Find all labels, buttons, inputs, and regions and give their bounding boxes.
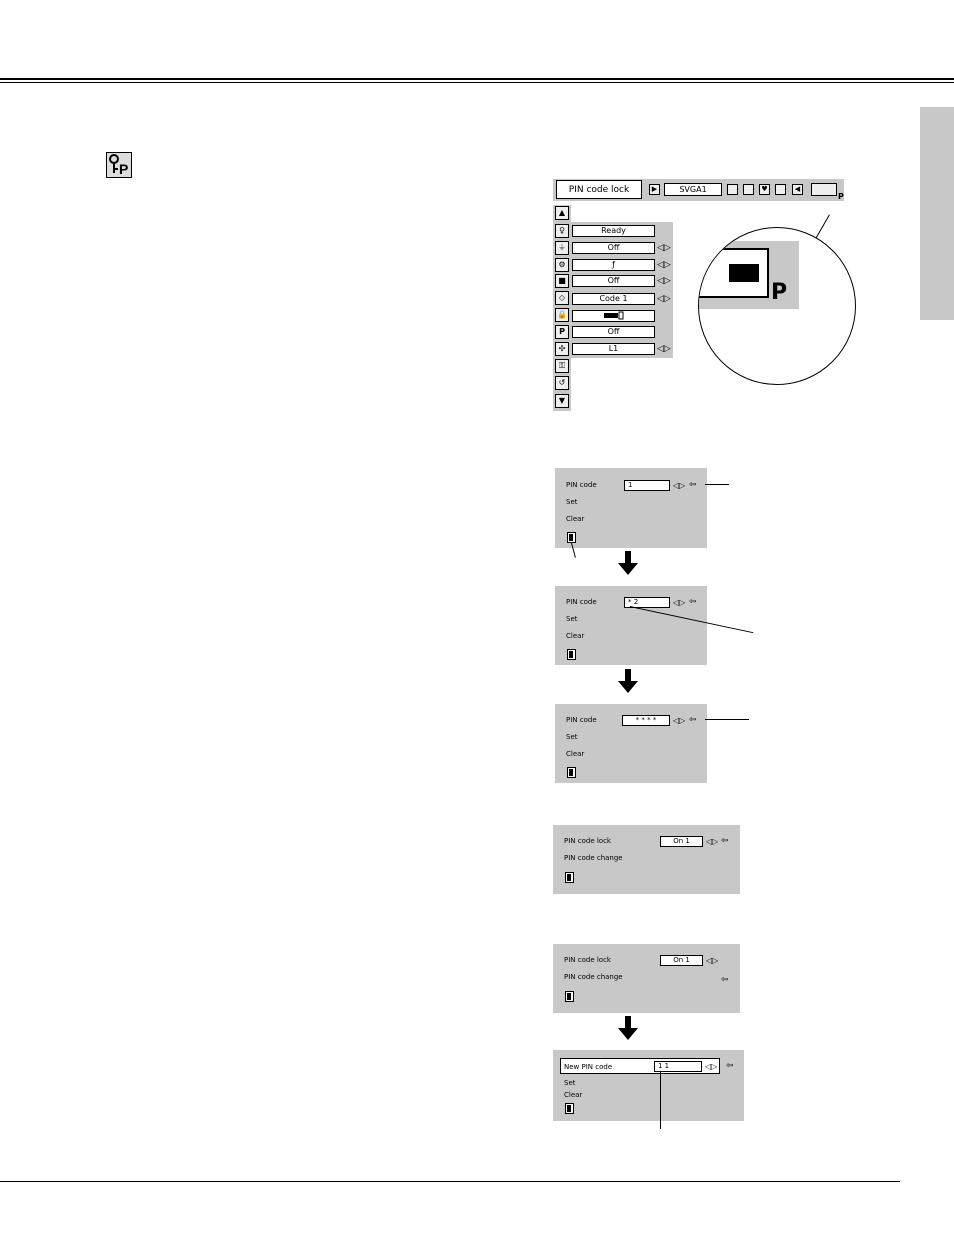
- pointer-arrow-icon: ⇦: [721, 836, 729, 846]
- exit-icon[interactable]: [565, 1103, 574, 1114]
- fan-icon[interactable]: ✣: [555, 342, 569, 356]
- side-tab: [920, 107, 954, 320]
- pin-code-icon[interactable]: P: [555, 325, 569, 339]
- pin-code-field[interactable]: * 2: [624, 597, 670, 608]
- callout-line: [660, 1071, 661, 1129]
- callout-line: [705, 484, 729, 485]
- pin-code-lock-icon: [106, 152, 132, 178]
- blue-back-value[interactable]: Off: [572, 275, 655, 287]
- left-right-arrows-icon[interactable]: ◁▷: [657, 344, 671, 354]
- pointer-arrow-icon: ⇦: [721, 975, 729, 985]
- key-lock-value[interactable]: [572, 310, 655, 322]
- pin-lock-value[interactable]: On 1: [660, 836, 703, 847]
- clear-option[interactable]: Clear: [566, 515, 585, 523]
- header-rule-thin: [0, 82, 954, 83]
- exit-icon[interactable]: [567, 532, 576, 543]
- pin-code-field[interactable]: 1: [624, 480, 670, 491]
- zoom-setting-icon: [729, 264, 759, 282]
- lamp-icon[interactable]: ♀: [555, 224, 569, 238]
- new-pin-code-label: New PIN code: [564, 1063, 613, 1071]
- pointer-arrow-icon: ⇦: [689, 480, 697, 490]
- clear-option[interactable]: Clear: [564, 1091, 583, 1099]
- color-icon[interactable]: ♥: [759, 184, 770, 195]
- exit-icon[interactable]: [565, 991, 574, 1002]
- down-arrow-icon[interactable]: ▼: [555, 394, 569, 408]
- screen-icon[interactable]: [743, 184, 754, 195]
- lamp-mode-icon[interactable]: ⚙: [555, 258, 569, 272]
- lock-icon[interactable]: 🔒: [555, 308, 569, 322]
- filter-icon[interactable]: ◇: [555, 291, 569, 305]
- exit-icon[interactable]: [567, 767, 576, 778]
- set-option[interactable]: Set: [566, 498, 578, 506]
- left-right-arrows-icon[interactable]: ◁▷: [657, 243, 671, 253]
- pin-code-field[interactable]: * * * *: [622, 715, 670, 726]
- left-right-arrows-icon[interactable]: ◁▷: [706, 956, 719, 965]
- new-pin-code-field[interactable]: 1 1: [654, 1061, 702, 1072]
- pin-code-change-option[interactable]: PIN code change: [564, 973, 623, 981]
- blue-back-icon[interactable]: ■: [555, 274, 569, 288]
- power-icon[interactable]: ⏚: [555, 241, 569, 255]
- power-value[interactable]: Off: [572, 242, 655, 254]
- set-option[interactable]: Set: [566, 733, 578, 741]
- left-right-arrows-icon[interactable]: ◁▷: [673, 716, 686, 725]
- setting-icon[interactable]: [811, 183, 837, 196]
- exit-icon[interactable]: [567, 649, 576, 660]
- fan-value[interactable]: L1: [572, 343, 655, 355]
- speaker-icon[interactable]: ◀: [792, 184, 803, 195]
- exit-icon[interactable]: [565, 872, 574, 883]
- left-right-arrows-icon[interactable]: ◁▷: [657, 260, 671, 270]
- clear-option[interactable]: Clear: [566, 750, 585, 758]
- callout-line: [705, 719, 749, 720]
- pin-code-label: PIN code: [566, 716, 597, 724]
- set-option[interactable]: Set: [566, 615, 578, 623]
- left-right-arrows-icon[interactable]: ◁▷: [706, 837, 719, 846]
- image-icon[interactable]: [775, 184, 786, 195]
- left-right-arrows-icon[interactable]: ◁▷: [657, 276, 671, 286]
- pointer-arrow-icon: ⇦: [689, 597, 697, 607]
- left-right-arrows-icon[interactable]: ◁▷: [705, 1062, 718, 1071]
- monitor-icon[interactable]: [727, 184, 738, 195]
- pin-code-lock-label: PIN code lock: [564, 956, 611, 964]
- pin-lock-value[interactable]: Off: [572, 326, 655, 338]
- left-right-arrows-icon[interactable]: ◁▷: [657, 294, 671, 304]
- footer-rule: [0, 1181, 900, 1182]
- zoom-pin-icon: P: [771, 280, 788, 305]
- menu-title: PIN code lock: [556, 180, 642, 199]
- pin-lock-value[interactable]: On 1: [660, 955, 703, 966]
- up-arrow-icon[interactable]: ▲: [555, 206, 569, 220]
- key-icon[interactable]: ⚿: [555, 359, 569, 373]
- set-option[interactable]: Set: [564, 1079, 576, 1087]
- svg-text:P: P: [119, 161, 129, 177]
- pointer-arrow-icon: ⇦: [689, 715, 697, 725]
- zoom-callout: [698, 227, 856, 385]
- input-icon[interactable]: ▶: [649, 184, 660, 195]
- pin-code-label: PIN code: [566, 598, 597, 606]
- pin-code-change-option[interactable]: PIN code change: [564, 854, 623, 862]
- lamp-status: Ready: [572, 225, 655, 237]
- left-right-arrows-icon[interactable]: ◁▷: [673, 481, 686, 490]
- pin-code-label: PIN code: [566, 481, 597, 489]
- pointer-arrow-icon: ⇦: [726, 1061, 734, 1071]
- pin-code-lock-label: PIN code lock: [564, 837, 611, 845]
- header-rule: [0, 78, 954, 80]
- reset-icon[interactable]: ↺: [555, 376, 569, 390]
- source-label: SVGA1: [664, 183, 722, 196]
- left-right-arrows-icon[interactable]: ◁▷: [673, 598, 686, 607]
- lamp-mode-value[interactable]: ƒ: [572, 259, 655, 271]
- pin-small-icon: P: [838, 192, 844, 201]
- clear-option[interactable]: Clear: [566, 632, 585, 640]
- filter-value[interactable]: Code 1: [572, 293, 655, 305]
